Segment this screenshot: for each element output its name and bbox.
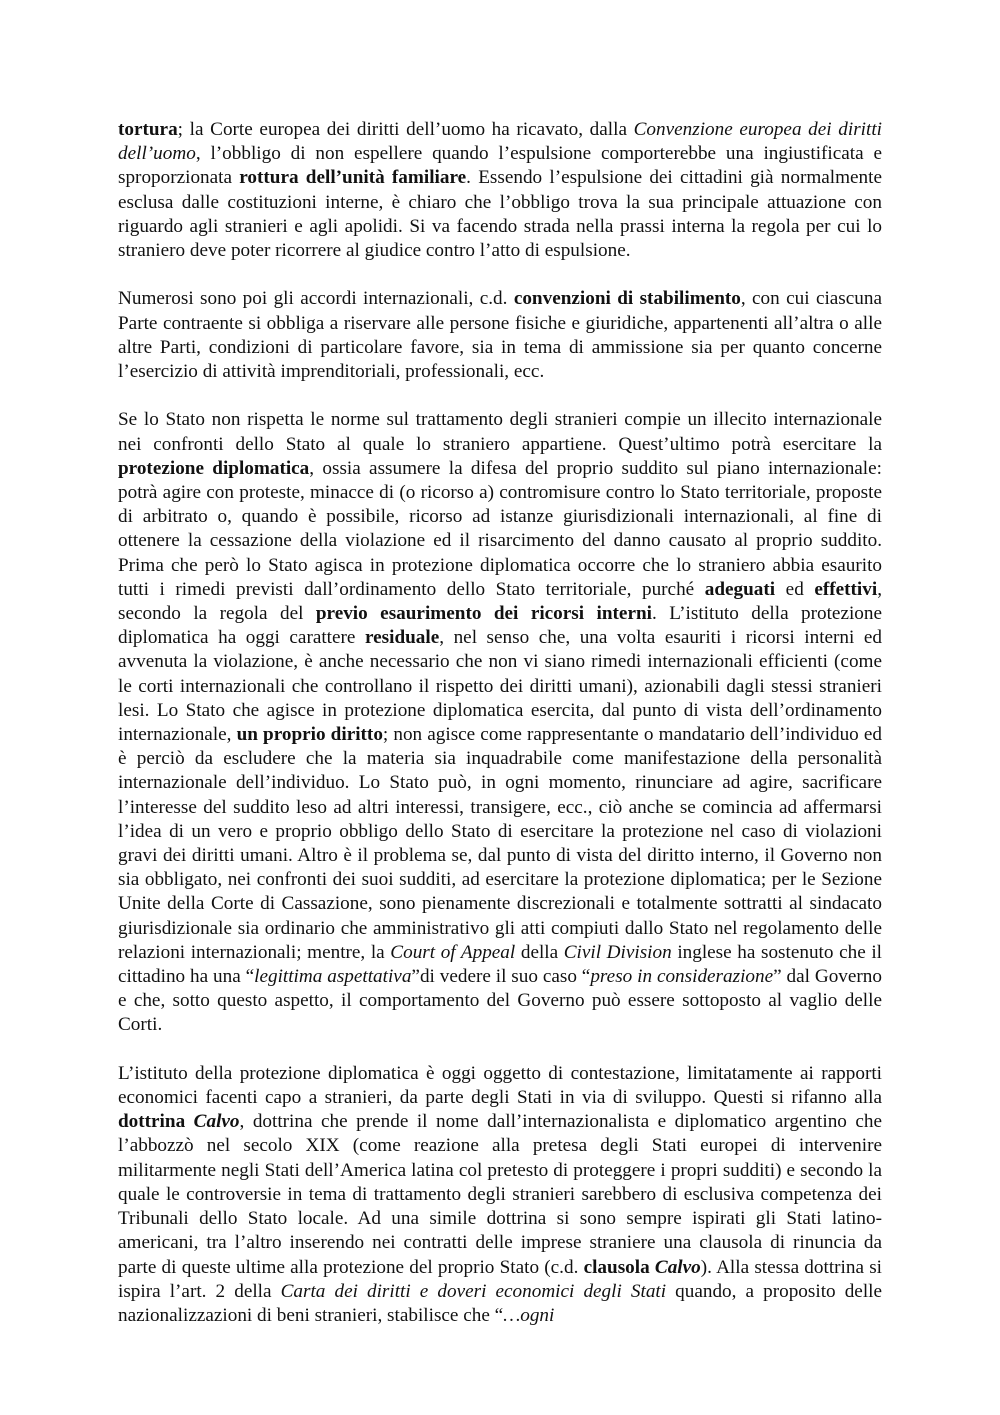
text-segment: ”di vedere il suo caso “	[411, 966, 591, 988]
text-segment: Numerosi sono poi gli accordi internazionali, c.d.	[118, 288, 514, 310]
italic-text: …ogni	[503, 1304, 555, 1326]
text-segment: , dottrina che prende il nome dall’internazionalista e diplomatico argentino che l’abbozzò nel secolo XIX (come reazione alla pretesa degli Stati europei di intervenire militarmente negli Stati dell’America latina col pretesto di proteggere i propri sudditi) e secondo la quale le controversie in tema di trattamento degli stranieri sarebbero di esclusiva competenza dei Tribunali dello Stato locale. Ad una simile dottrina si sono sempre ispirati gli Stati latino-americani, tra l’altro inserendo nei contratti delle imprese straniere una clausola di rinuncia da parte di queste ultime alla protezione del proprio Stato (c.d.	[118, 1111, 883, 1278]
text-segment: , l’obbligo di non espellere quando l’espulsione comporterebbe una ingiustificata e sproporzionata	[118, 143, 882, 189]
text-segment: inglese ha sostenuto che il cittadino ha una “	[118, 941, 882, 988]
bold-text: adeguati	[704, 578, 776, 600]
bold-text: clausola	[583, 1256, 655, 1278]
bold-text: dottrina	[118, 1111, 194, 1133]
paragraph-3	[118, 408, 882, 1037]
text-segment: ; non agisce come rappresentante o mandatario dell’individuo ed è perciò da escludere che la materia sia inquadrabile come manifestazione della personalità internazionale dell’individuo. Lo Stato può, in ogni momento, rinunciare ad agire, sacrificare l’interesse del suddito leso ad altri interessi, transigere, ecc., ciò anche se comincia ad affermarsi l’idea di un vero e proprio obbligo dello Stato di esercitare la protezione nel caso di violazioni gravi dei diritti umani. Altro è il problema se, dal punto di vista del diritto interno, il Governo non sia obbligato, nei confronti dei suoi sudditi, ad esercitare la protezione diplomatica; per le Sezione Unite della Corte di Cassazione, sono pienamente discrezionali e totalmente sottratti al sindacato giurisdizionale sia ordinario che amministrativo gli atti compiuti dallo Stato nel regolamento delle relazioni internazionali; mentre, la	[118, 724, 882, 963]
italic-text: Convenzione europea dei diritti dell’uomo	[118, 119, 882, 165]
text-segment: . L’istituto della protezione diplomatica ha oggi carattere	[118, 603, 883, 649]
italic-text: Civil Division	[563, 941, 672, 963]
italic-text: legittima aspettativa	[254, 966, 412, 988]
bold-text: un proprio diritto	[236, 724, 383, 746]
bold-text: protezione diplomatica	[118, 457, 310, 479]
bold-text: residuale	[364, 627, 440, 649]
text-segment: ; la Corte europea dei diritti dell’uomo ha ricavato, dalla	[177, 119, 634, 140]
text-segment: Se lo Stato non rispetta le norme sul trattamento degli stranieri compie un illecito internazionale nei confronti dello Stato al quale lo straniero appartiene. Quest’ultimo potrà esercitare la	[118, 409, 882, 455]
bold-text: effettivi	[814, 578, 878, 600]
text-segment: ” dal Governo e che, sotto questo aspetto, il comportamento del Governo può essere sottoposto al vaglio delle Corti.	[118, 966, 882, 1036]
italic-text: Court of Appeal	[390, 941, 516, 963]
bold-italic-text: Calvo	[193, 1111, 240, 1133]
text-segment: della	[515, 941, 564, 963]
paragraph-1	[118, 118, 882, 263]
text-segment: , secondo la regola del	[118, 578, 882, 625]
document-page	[118, 118, 882, 1328]
bold-text: rottura dell’unità familiare	[239, 167, 467, 189]
text-segment: L’istituto della protezione diplomatica è oggi oggetto di contestazione, limitatamente ai rapporti economici facenti capo a stranieri, da parte degli Stati in via di sviluppo. Questi si rifanno alla	[118, 1062, 882, 1109]
paragraph-4	[118, 1062, 882, 1328]
paragraph-2	[118, 287, 882, 384]
text-segment: , con cui ciascuna Parte contraente si obbliga a riservare alle persone fisiche e giuridiche, appartenenti all’altra o alle altre Parti, condizioni di particolare favore, sia in tema di ammissione sia per quanto concerne l’esercizio di attività imprenditoriali, professionali, ecc.	[118, 288, 882, 383]
italic-text: Carta dei diritti e doveri economici degli Stati	[280, 1280, 667, 1302]
italic-text: preso in considerazione	[590, 966, 774, 988]
text-segment: , nel senso che, una volta esauriti i ricorsi interni ed avvenuta la violazione, è anche necessario che non vi siano rimedi internazionali efficienti (come le corti internazionali che controllano il rispetto dei diritti umani), azionabili dagli stessi stranieri lesi. Lo Stato che agisce in protezione diplomatica esercita, dal punto di vista dell’ordinamento internazionale,	[118, 627, 882, 746]
text-segment: , ossia assumere la difesa del proprio suddito sul piano internazionale: potrà agire con proteste, minacce di (o ricorso a) contromisure contro lo Stato territoriale, proposte di arbitrato o, quando è possibile, ricorso ad istanze giurisdizionali internazionali, al fine di ottenere la cessazione della violazione ed il risarcimento del danno causato al proprio suddito. Prima che però lo Stato agisca in protezione diplomatica occorre che lo straniero abbia esaurito tutti i rimedi previsti dall’ordinamento dello Stato territoriale, purché	[118, 457, 882, 600]
text-segment: . Essendo l’espulsione dei cittadini già normalmente esclusa dalle costituzioni interne, è chiaro che l’obbligo trova la sua principale attuazione con riguardo agli stranieri e agli apolidi. Si va facendo strada nella prassi interna la regola per cui lo straniero deve poter ricorrere al giudice contro l’atto di espulsione.	[118, 167, 882, 262]
bold-text: previo esaurimento dei ricorsi interni	[315, 603, 652, 625]
text-segment: quando, a proposito delle nazionalizzazioni di beni stranieri, stabilisce che “	[118, 1280, 882, 1326]
text-segment: ). Alla stessa dottrina si ispira l’art. 2 della	[118, 1256, 882, 1302]
bold-text: convenzioni di stabilimento	[513, 288, 741, 310]
bold-text: tortura	[118, 119, 178, 140]
text-segment: ed	[775, 578, 815, 600]
bold-italic-text: Calvo	[654, 1256, 701, 1278]
